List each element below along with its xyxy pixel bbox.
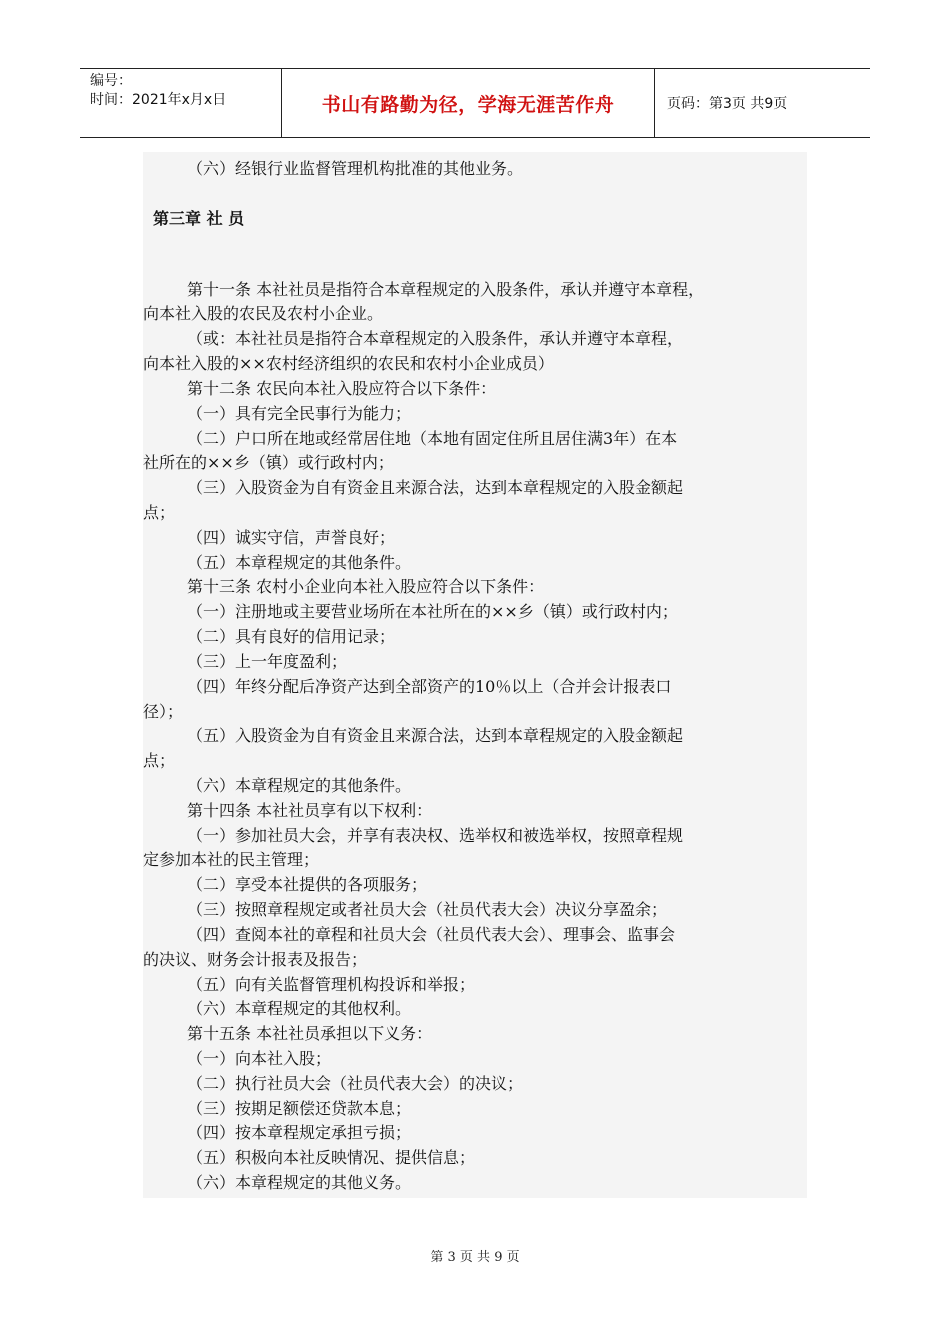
body-line: （六）本章程规定的其他条件。	[187, 776, 412, 795]
body-line: 第十五条 本社社员承担以下义务：	[187, 1024, 433, 1043]
body-line: （三）按期足额偿还贷款本息；	[187, 1099, 412, 1118]
body-line: （或：本社社员是指符合本章程规定的入股条件，承认并遵守本章程，	[187, 329, 684, 348]
body-line: （三）入股资金为自有资金且来源合法，达到本章程规定的入股金额起	[187, 478, 684, 497]
document-body	[143, 152, 807, 1198]
body-line: 向本社入股的××农村经济组织的农民和农村小企业成员）	[143, 354, 554, 373]
header-page-info	[655, 69, 870, 137]
body-line: 径）；	[143, 702, 184, 721]
body-line: （五）本章程规定的其他条件。	[187, 553, 412, 572]
body-line: 第十一条 本社社员是指符合本章程规定的入股条件，承认并遵守本章程，	[187, 280, 705, 299]
body-line: （一）注册地或主要营业场所在本社所在的××乡（镇）或行政村内；	[187, 602, 678, 621]
body-line: （六）经银行业监督管理机构批准的其他业务。	[187, 159, 524, 178]
body-line: （一）向本社入股；	[187, 1049, 332, 1068]
body-line: （五）向有关监督管理机构投诉和举报；	[187, 975, 476, 994]
header-motto	[282, 69, 655, 137]
body-line: 定参加本社的民主管理；	[143, 850, 320, 869]
body-line: （五）入股资金为自有资金且来源合法，达到本章程规定的入股金额起	[187, 726, 684, 745]
body-line: 第十二条 农民向本社入股应符合以下条件：	[187, 379, 497, 398]
page-info-text: 页码：第3页 共9页	[667, 96, 788, 112]
body-line: （二）具有良好的信用记录；	[187, 627, 396, 646]
body-line: （一）参加社员大会，并享有表决权、选举权和被选举权，按照章程规	[187, 826, 684, 845]
body-line: 点；	[143, 751, 176, 770]
body-line: （三）上一年度盈利；	[187, 652, 348, 671]
body-line: 第十三条 农村小企业向本社入股应符合以下条件：	[187, 577, 545, 596]
document-header	[80, 68, 870, 138]
body-line: （二）享受本社提供的各项服务；	[187, 875, 428, 894]
motto-text: 书山有路勤为径，学海无涯苦作舟	[321, 93, 615, 116]
serial-number-label: 编号：	[90, 73, 132, 89]
body-line: （五）积极向本社反映情况、提供信息；	[187, 1148, 476, 1167]
body-line: （二）户口所在地或经常居住地（本地有固定住所且居住满3年）在本	[187, 429, 678, 448]
chapter-heading: 第三章 社 员	[153, 209, 245, 228]
body-line: （四）查阅本社的章程和社员大会（社员代表大会）、理事会、监事会	[187, 925, 676, 944]
body-line: 向本社入股的农民及农村小企业。	[143, 304, 384, 323]
body-line: （一）具有完全民事行为能力；	[187, 404, 412, 423]
body-line: （四）年终分配后净资产达到全部资产的10％以上（合并会计报表口	[187, 677, 672, 696]
body-line: 社所在的××乡（镇）或行政村内；	[143, 453, 394, 472]
body-line: 的决议、财务会计报表及报告；	[143, 950, 368, 969]
page-footer	[0, 1246, 950, 1265]
body-line: 第十四条 本社社员享有以下权利：	[187, 801, 433, 820]
body-line: （六）本章程规定的其他权利。	[187, 999, 412, 1018]
body-line: （四）诚实守信，声誉良好；	[187, 528, 396, 547]
footer-page-number: 第 3 页 共 9 页	[430, 1250, 520, 1265]
body-line: （六）本章程规定的其他义务。	[187, 1173, 412, 1192]
body-line: （三）按照章程规定或者社员大会（社员代表大会）决议分享盈余；	[187, 900, 668, 919]
header-meta-cell	[80, 69, 282, 137]
body-line: （四）按本章程规定承担亏损；	[187, 1123, 412, 1142]
date-line: 时间：2021年x月x日	[90, 92, 227, 108]
body-line: （二）执行社员大会（社员代表大会）的决议；	[187, 1074, 524, 1093]
body-line: 点；	[143, 503, 176, 522]
